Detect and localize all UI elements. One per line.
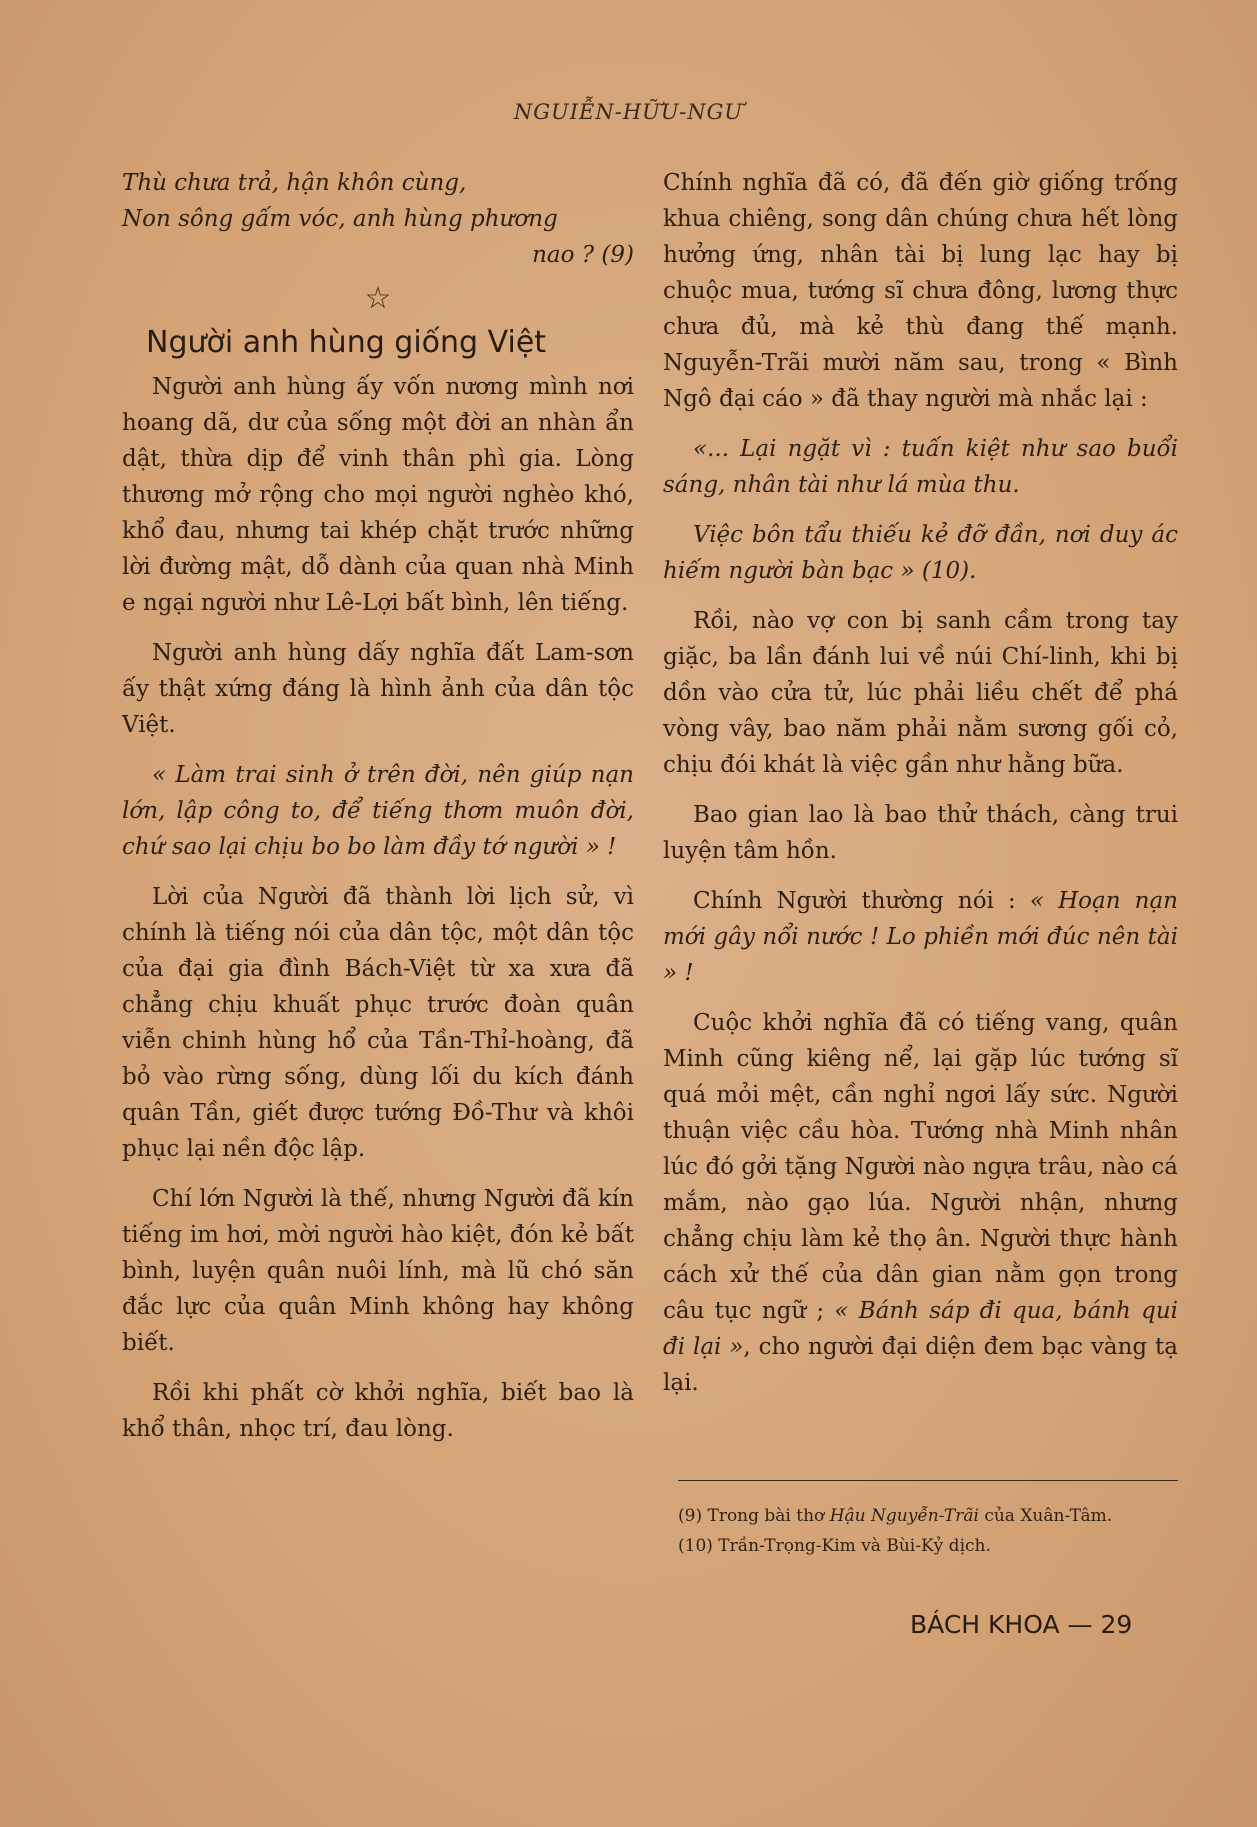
paragraph: Chí lớn Người là thế, nhưng Người đã kín tiếng im hơi, mời người hào kiệt, đón kẻ bất bình, luyện quân nuôi lính, mà lũ chó săn đắc lực của quân Minh không hay không biết. bbox=[122, 1186, 634, 1356]
paragraph: Lời của Người đã thành lời lịch sử, vì chính là tiếng nói của dân tộc, một dân tộc của đại gia đình Bách-Việt từ xa xưa đã chẳng chịu khuất phục trước đoàn quân viễn chinh hùng hổ của Tần-Thỉ-hoàng, đã bỏ vào rừng sống, dùng lối du kích đánh quân Tần, giết được tướng Đồ-Thư và khôi phục lại nền độc lập. bbox=[122, 884, 634, 1162]
paragraph: Người anh hùng dấy nghĩa đất Lam-sơn ấy thật xứng đáng là hình ảnh của dân tộc Việt. bbox=[122, 640, 634, 738]
paragraph: Chính nghĩa đã có, đã đến giờ giống trống khua chiêng, song dân chúng chưa hết lòng hưởng ứng, nhân tài bị lung lạc hay bị chuộc mua, tướng sĩ chưa đông, lương thực chưa đủ, mà kẻ thù đang thế mạnh. Nguyễn-Trãi mười năm sau, trong « Bình Ngô đại cáo » đã thay người mà nhắc lại : bbox=[663, 170, 1178, 412]
quote-line: «... Lại ngặt vì : tuấn kiệt như sao buổi sáng, nhân tài như lá mùa thu. bbox=[663, 436, 1178, 498]
right-column bbox=[663, 165, 1178, 1415]
page-footer: BÁCH KHOA — 29 bbox=[910, 1610, 1133, 1639]
poem-line-1: Thù chưa trả, hận khôn cùng, bbox=[122, 170, 467, 196]
quote-line: Việc bôn tẩu thiếu kẻ đỡ đần, nơi duy ác hiếm người bàn bạc » (10). bbox=[663, 522, 1178, 584]
footnote-9 bbox=[678, 1501, 1178, 1531]
paragraph-text: Chính Người thường nói : bbox=[693, 888, 1030, 914]
paragraph-text: , cho người đại diện đem bạc vàng tạ lại. bbox=[663, 1334, 1178, 1396]
section-title: Người anh hùng giống Việt bbox=[146, 325, 547, 360]
footnote-title: Hậu Nguyễn-Trãi bbox=[829, 1506, 979, 1526]
paragraph: Rồi, nào vợ con bị sanh cầm trong tay giặc, ba lần đánh lui về núi Chí-linh, khi bị dồn vào cửa tử, lúc phải liều chết để phá vòng vây, bao năm phải nằm sương gối cỏ, chịu đói khát là việc gần như hằng bữa. bbox=[663, 608, 1178, 778]
paragraph-text: Cuộc khởi nghĩa đã có tiếng vang, quân Minh cũng kiêng nể, lại gặp lúc tướng sĩ quá mỏi mệt, cần nghỉ ngơi lấy sức. Người thuận việc cầu hòa. Tướng nhà Minh nhân lúc đó gởi tặng Người nào ngựa trâu, nào cá mắm, nào gạo lúa. Người nhận, nhưng chẳng chịu làm kẻ thọ ân. Người thực hành cách xử thế của dân gian nằm gọn trong câu tục ngữ ; bbox=[663, 1010, 1178, 1324]
poem-excerpt bbox=[122, 165, 634, 273]
quote-text: « Hoạn nạn mới gây nổi nước ! Lo phiền mới đúc nên tài » ! bbox=[663, 888, 1178, 986]
paragraph bbox=[663, 883, 1178, 991]
poem-line-3: nao ? (9) bbox=[532, 242, 634, 268]
paragraph: Bao gian lao là bao thử thách, càng trui luyện tâm hồn. bbox=[663, 802, 1178, 864]
footnotes bbox=[678, 1480, 1178, 1561]
star-icon: ☆ bbox=[364, 281, 392, 316]
quote-paragraph: « Làm trai sinh ở trên đời, nên giúp nạn lớn, lập công to, để tiếng thơm muôn đời, chứ sao lại chịu bo bo làm đầy tớ người » ! bbox=[122, 762, 634, 860]
footnote-text: (9) Trong bài thơ bbox=[678, 1506, 830, 1526]
paragraph bbox=[663, 1005, 1178, 1401]
proverb-text: « Bánh sáp đi qua, bánh qui đi lại » bbox=[663, 1298, 1178, 1360]
paragraph: Rồi khi phất cờ khởi nghĩa, biết bao là khổ thân, nhọc trí, đau lòng. bbox=[122, 1380, 634, 1442]
footnote-10: (10) Trần-Trọng-Kim và Bùi-Kỷ dịch. bbox=[678, 1536, 991, 1556]
footnote-text: của Xuân-Tâm. bbox=[978, 1506, 1113, 1526]
page-header-author: NGUIỄN-HỮU-NGƯ bbox=[513, 100, 744, 124]
quote-block bbox=[663, 431, 1178, 589]
left-column bbox=[122, 165, 634, 1461]
poem-line-2: Non sông gấm vóc, anh hùng phương bbox=[122, 206, 558, 232]
paragraph: Người anh hùng ấy vốn nương mình nơi hoang dã, dư của sống một đời an nhàn ẩn dật, thừa dịp để vinh thân phì gia. Lòng thương mở rộng cho mọi người nghèo khó, khổ đau, nhưng tai khép chặt trước những lời đường mật, dỗ dành của quan nhà Minh e ngại người như Lê-Lợi bất bình, lên tiếng. bbox=[122, 374, 634, 616]
